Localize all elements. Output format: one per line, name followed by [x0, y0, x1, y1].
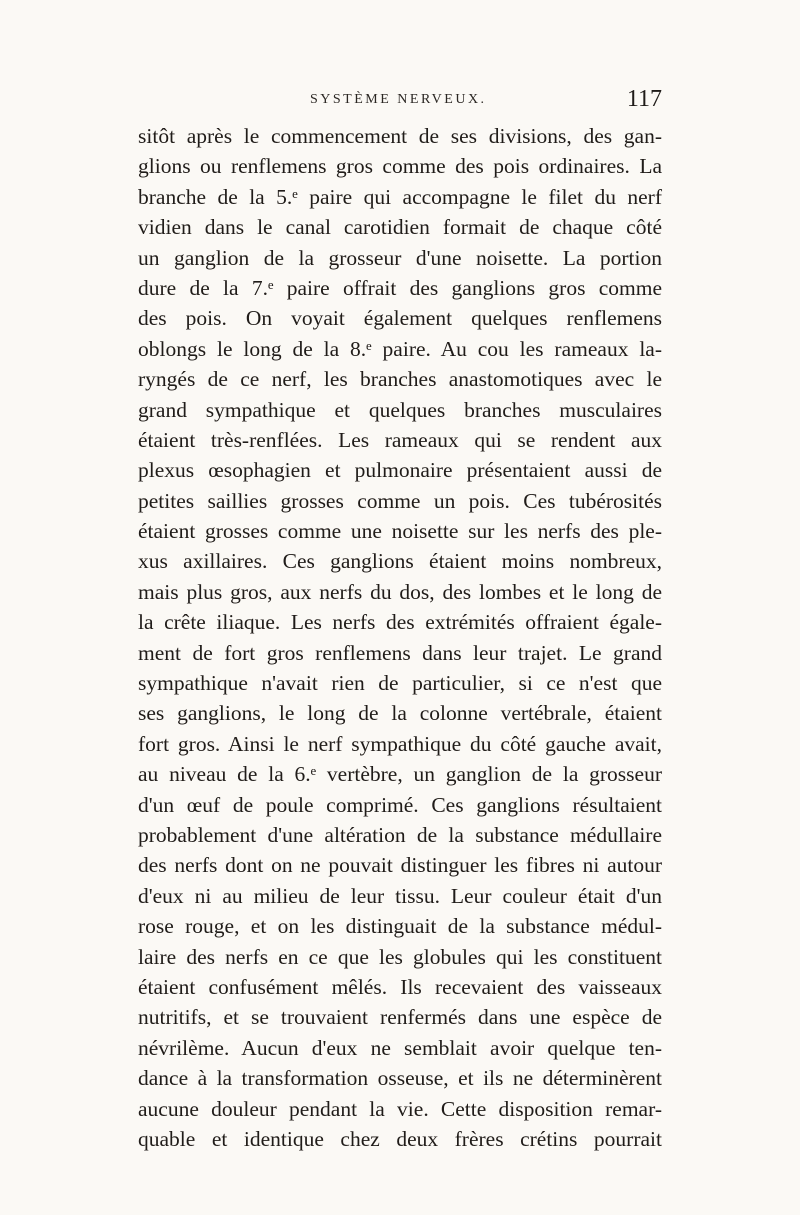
text-line: la crête iliaque. Les nerfs des extrémités offraient égale- — [138, 610, 662, 635]
text-line: branche de la 5.ᵉ paire qui accompagne le filet du nerf — [138, 184, 662, 209]
text-line: oblongs le long de la 8.ᵉ paire. Au cou les rameaux la- — [138, 336, 662, 361]
text-line: ment de fort gros renflemens dans leur trajet. Le grand — [138, 640, 662, 665]
text-line: au niveau de la 6.ᵉ vertèbre, un ganglion de la grosseur — [138, 762, 662, 787]
page-number: 117 — [626, 86, 662, 112]
text-line: d'un œuf de poule comprimé. Ces ganglions résultaient — [138, 792, 662, 817]
text-line: glions ou renflemens gros comme des pois ordinaires. La — [138, 154, 662, 179]
page-header — [250, 86, 670, 122]
text-line: étaient très-renflées. Les rameaux qui se rendent aux — [138, 427, 662, 452]
text-line: dance à la transformation osseuse, et ils ne déterminèrent — [138, 1066, 662, 1091]
text-line: ryngés de ce nerf, les branches anastomotiques avec le — [138, 367, 662, 392]
text-line: étaient grosses comme une noisette sur les nerfs des ple- — [138, 519, 662, 544]
body-text — [138, 121, 662, 1154]
text-line: laire des nerfs en ce que les globules qui les constituent — [138, 944, 662, 969]
text-line: névrilème. Aucun d'eux ne semblait avoir quelque ten- — [138, 1035, 662, 1060]
text-line: des pois. On voyait également quelques renflemens — [138, 306, 662, 331]
text-line: dure de la 7.ᵉ paire offrait des ganglions gros comme — [138, 275, 662, 300]
text-line: quable et identique chez deux frères crétins pourrait — [138, 1126, 662, 1151]
text-line: aucune douleur pendant la vie. Cette disposition remar- — [138, 1096, 662, 1121]
text-line: petites saillies grosses comme un pois. Ces tubérosités — [138, 488, 662, 513]
running-head: SYSTÈME NERVEUX. — [310, 92, 487, 107]
text-line: plexus œsophagien et pulmonaire présentaient aussi de — [138, 458, 662, 483]
text-line: probablement d'une altération de la substance médullaire — [138, 822, 662, 847]
text-line: d'eux ni au milieu de leur tissu. Leur couleur était d'un — [138, 883, 662, 908]
text-line: sitôt après le commencement de ses divisions, des gan- — [138, 124, 662, 148]
text-line: mais plus gros, aux nerfs du dos, des lombes et le long de — [138, 579, 662, 604]
text-line: fort gros. Ainsi le nerf sympathique du côté gauche avait, — [138, 731, 662, 756]
text-line: rose rouge, et on les distinguait de la substance médul- — [138, 914, 662, 939]
text-line: étaient confusément mêlés. Ils recevaient des vaisseaux — [138, 974, 662, 999]
text-line: nutritifs, et se trouvaient renfermés dans une espèce de — [138, 1005, 662, 1030]
text-line: xus axillaires. Ces ganglions étaient moins nombreux, — [138, 549, 662, 574]
text-line: ses ganglions, le long de la colonne vertébrale, étaient — [138, 701, 662, 726]
text-line: un ganglion de la grosseur d'une noisette. La portion — [138, 245, 662, 270]
text-line: sympathique n'avait rien de particulier, si ce n'est que — [138, 671, 662, 696]
text-line: des nerfs dont on ne pouvait distinguer les fibres ni autour — [138, 853, 662, 878]
text-line: vidien dans le canal carotidien formait de chaque côté — [138, 215, 662, 240]
text-line: grand sympathique et quelques branches musculaires — [138, 397, 662, 422]
